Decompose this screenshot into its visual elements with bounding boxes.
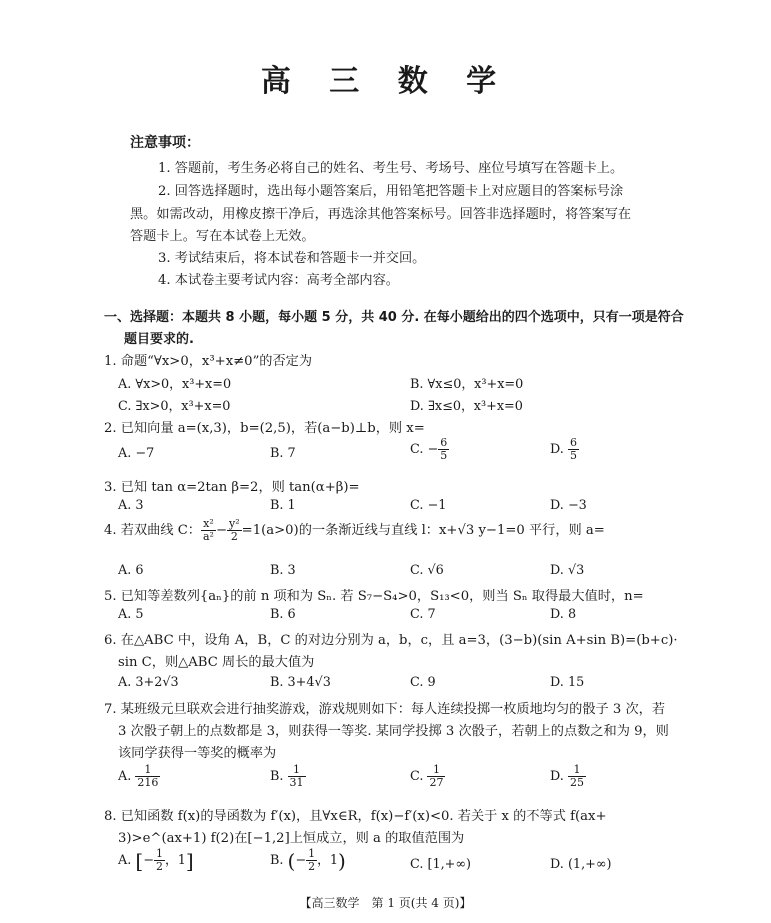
q3-option-d: D. −3 — [550, 498, 587, 513]
question-7-stem-cont: 该同学获得一等奖的概率为 — [118, 746, 277, 761]
notice-line: 3. 考试结束后，将本试卷和答题卡一并交回。 — [158, 251, 426, 266]
q8-option-c: C. [1,+∞) — [410, 857, 472, 872]
notice-line: 黑。如需改动，用橡皮擦干净后，再选涂其他答案标号。回答非选择题时，将答案写在 — [130, 207, 632, 222]
fraction: $\frac{1}{25}$ — [569, 763, 584, 789]
q1-option-a: A. ∀x>0，x³+x=0 — [118, 377, 232, 392]
question-6-stem-cont: sin C，则△ABC 周长的最大值为 — [118, 655, 315, 670]
notice-line: 2. 回答选择题时，选出每小题答案后，用铅笔把答题卡上对应题目的答案标号涂 — [158, 184, 624, 199]
q8-option-b: B. (− $\frac{1}{2}$ ，1) — [270, 847, 346, 873]
q3-option-a: A. 3 — [118, 498, 144, 513]
q2-option-c-label: C. − — [410, 442, 439, 457]
q4-option-c: C. √6 — [410, 563, 444, 578]
q1-option-d: D. ∃x≤0，x³+x=0 — [410, 399, 523, 414]
fraction: $\frac{\text{x²}}{\text{a²}}$ — [203, 517, 214, 543]
q7-option-c: C. $\frac{1}{27}$ — [410, 763, 444, 789]
q5-option-a: A. 5 — [118, 607, 144, 622]
q6-option-b: B. 3+4√3 — [270, 675, 331, 690]
fraction: $\frac{1}{27}$ — [429, 763, 444, 789]
q4-option-d: D. √3 — [550, 563, 585, 578]
page-footer: 【高三数学 第 1 页(共 4 页)】 — [299, 896, 472, 910]
q4-option-a: A. 6 — [118, 563, 144, 578]
notice-line: 4. 本试卷主要考试内容：高考全部内容。 — [158, 273, 399, 288]
fraction: $\frac{6}{5}$ — [440, 436, 448, 462]
fraction: $\frac{1}{216}$ — [137, 763, 159, 789]
q3-option-b: B. 1 — [270, 498, 296, 513]
notice-heading: 注意事项： — [130, 135, 200, 151]
q6-option-d: D. 15 — [550, 675, 585, 690]
section-heading-cont: 题目要求的. — [124, 332, 194, 347]
q2-option-a: A. −7 — [118, 446, 155, 461]
question-3-stem: 3. 已知 tan α=2tan β=2，则 tan(α+β)= — [104, 480, 360, 495]
q6-option-c: C. 9 — [410, 675, 436, 690]
question-4-stem: 4. 若双曲线 C： $\frac{\text{x²}}{\text{a²}}$ − $\frac{\text{y²}}{2}$ =1(a>0)的一条渐近线与直线 l：x+√3 y−1=0 平行，则 a= — [104, 517, 605, 543]
question-2-stem: 2. 已知向量 a=(x,3)，b=(2,5)，若(a−b)⊥b，则 x= — [104, 421, 425, 436]
q6-option-a: A. 3+2√3 — [118, 675, 179, 690]
q3-option-c: C. −1 — [410, 498, 447, 513]
question-1-stem: 1. 命题“∀x>0，x³+x≠0”的否定为 — [104, 354, 313, 369]
q2-option-c — [410, 437, 449, 462]
q7-option-a: A. $\frac{1}{216}$ — [118, 763, 159, 789]
fraction: $\frac{\text{y²}}{2}$ — [229, 517, 240, 543]
fraction: $\frac{1}{31}$ — [289, 763, 304, 789]
q5-option-d: D. 8 — [550, 607, 577, 622]
question-8-stem-cont: 3)>e^(ax+1) f(2)在[−1,2]上恒成立，则 a 的取值范围为 — [118, 831, 465, 846]
q2-option-b: B. 7 — [270, 446, 296, 461]
q8-option-d: D. (1,+∞) — [550, 857, 612, 872]
q4-option-b: B. 3 — [270, 563, 296, 578]
question-6-stem: 6. 在△ABC 中，设角 A，B，C 的对边分别为 a，b，c，且 a=3，(3−b)(sin A+sin B)=(b+c)· — [104, 633, 678, 648]
question-7-stem-cont: 3 次骰子朝上的点数都是 3，则获得一等奖. 某同学投掷 3 次骰子，若朝上的点数之和为 9，则 — [118, 724, 669, 739]
question-5-stem: 5. 已知等差数列{aₙ}的前 n 项和为 Sₙ. 若 S₇−S₄>0，S₁₃<0，则当 Sₙ 取得最大值时，n= — [104, 589, 644, 604]
fraction: $\frac{1}{2}$ — [308, 847, 316, 873]
question-8-stem: 8. 已知函数 f(x)的导函数为 f′(x)，且∀x∈R，f(x)−f′(x)<0. 若关于 x 的不等式 f(ax+ — [104, 809, 607, 824]
fraction: $\frac{1}{2}$ — [155, 847, 163, 873]
q1-option-c: C. ∃x>0，x³+x=0 — [118, 399, 231, 414]
q5-option-b: B. 6 — [270, 607, 296, 622]
q5-option-c: C. 7 — [410, 607, 436, 622]
q7-option-d: D. $\frac{1}{25}$ — [550, 763, 584, 789]
q8-option-a: A. [− $\frac{1}{2}$ ，1] — [118, 847, 194, 873]
q7-option-b: B. $\frac{1}{31}$ — [270, 763, 304, 789]
question-7-stem: 7. 某班级元旦联欢会进行抽奖游戏，游戏规则如下：每人连续投掷一枚质地均匀的骰子 3 次，若 — [104, 702, 666, 717]
fraction: $\frac{6}{5}$ — [569, 436, 577, 462]
notice-line: 1. 答题前，考生务必将自己的姓名、考生号、考场号、座位号填写在答题卡上。 — [158, 161, 624, 176]
q2-option-d — [550, 437, 579, 462]
q2-option-d-label: D. — [550, 442, 568, 457]
notice-line: 答题卡上。写在本试卷上无效。 — [130, 229, 315, 244]
page-title: 高 三 数 学 — [260, 64, 511, 99]
q1-option-b: B. ∀x≤0，x³+x=0 — [410, 377, 524, 392]
section-heading: 一、选择题：本题共 8 小题，每小题 5 分，共 40 分. 在每小题给出的四个选项中，只有一项是符合 — [104, 310, 684, 325]
